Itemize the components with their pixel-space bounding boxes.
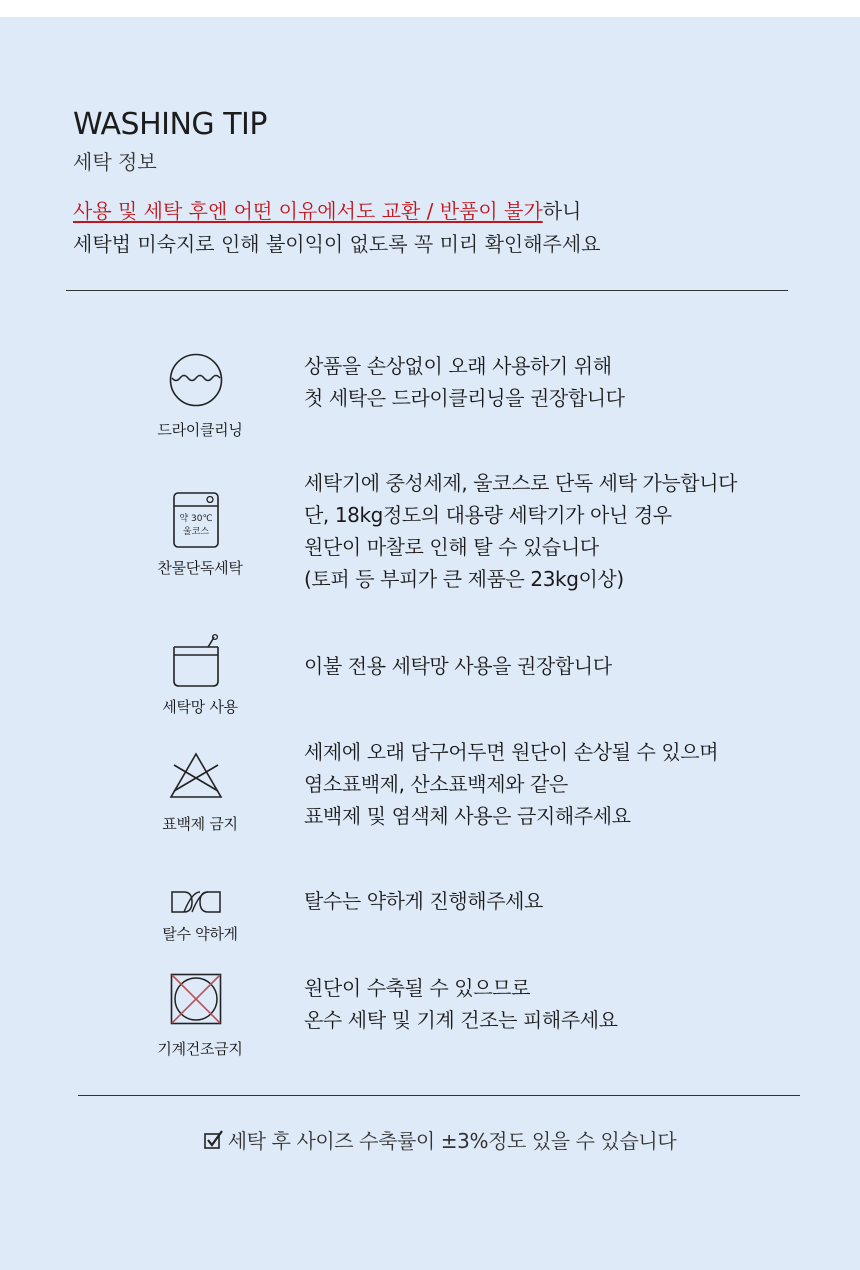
shrinkage-note [0,1125,860,1155]
footer-text: 세탁 후 사이즈 수축률이 ±3%정도 있을 수 있습니다 [227,1129,677,1153]
tip-line: (토퍼 등 부피가 큰 제품은 23kg이상) [304,567,624,591]
tip-line: 원단이 마찰로 인해 탈 수 있습니다 [304,535,599,559]
gentle-wring-icon [166,889,226,915]
divider-bottom [78,1095,800,1096]
tip-description [304,972,618,1036]
tip-label: 세탁망 사용 [162,698,238,716]
page-subtitle: 세탁 정보 [73,150,157,174]
laundry-net-icon [166,633,226,689]
tip-description [304,350,625,414]
tip-label: 찬물단독세탁 [157,559,243,577]
page-title: WASHING TIP [73,107,267,142]
warning-notice [73,195,601,261]
divider-top [66,290,788,291]
tip-line: 표백제 및 염색체 사용은 금지해주세요 [304,804,631,828]
tip-label: 드라이클리닝 [157,421,243,439]
tip-line: 염소표백제, 산소표백제와 같은 [304,772,568,796]
tip-line: 상품을 손상없이 오래 사용하기 위해 [304,354,612,378]
tip-line: 온수 세탁 및 기계 건조는 피해주세요 [304,1008,618,1032]
tip-line: 이불 전용 세탁망 사용을 권장합니다 [304,654,612,678]
washing-machine-icon [166,491,226,549]
icon-course-text: 울코스 [182,527,210,537]
tip-label: 탈수 약하게 [162,925,238,943]
no-bleach-icon [166,751,226,801]
tip-line: 첫 세탁은 드라이클리닝을 권장합니다 [304,386,625,410]
tip-line: 원단이 수축될 수 있으므로 [304,976,530,1000]
tip-description [304,885,543,917]
no-tumble-dry-icon [166,973,226,1025]
tip-description [304,650,612,682]
tip-label: 기계건조금지 [157,1040,243,1058]
checkbox-checked-icon [204,1130,224,1155]
tip-line: 세제에 오래 담구어두면 원단이 손상될 수 있으며 [304,740,719,764]
tip-line: 탈수는 약하게 진행해주세요 [304,889,543,913]
tip-description [304,467,737,595]
tip-line: 단, 18kg정도의 대용량 세탁기가 아닌 경우 [304,503,672,527]
dry-cleaning-icon [166,352,226,408]
warning-line1-rest: 하니 [542,199,582,223]
washing-tip-panel [0,17,860,1270]
warning-line2: 세탁법 미숙지로 인해 불이익이 없도록 꼭 미리 확인해주세요 [73,232,601,256]
icon-temp-text: 약 30℃ [179,514,213,524]
warning-highlight: 사용 및 세탁 후엔 어떤 이유에서도 교환 / 반품이 불가 [73,199,543,223]
tip-description [304,736,718,832]
tip-line: 세탁기에 중성세제, 울코스로 단독 세탁 가능합니다 [304,471,738,495]
tip-label: 표백제 금지 [162,815,238,833]
